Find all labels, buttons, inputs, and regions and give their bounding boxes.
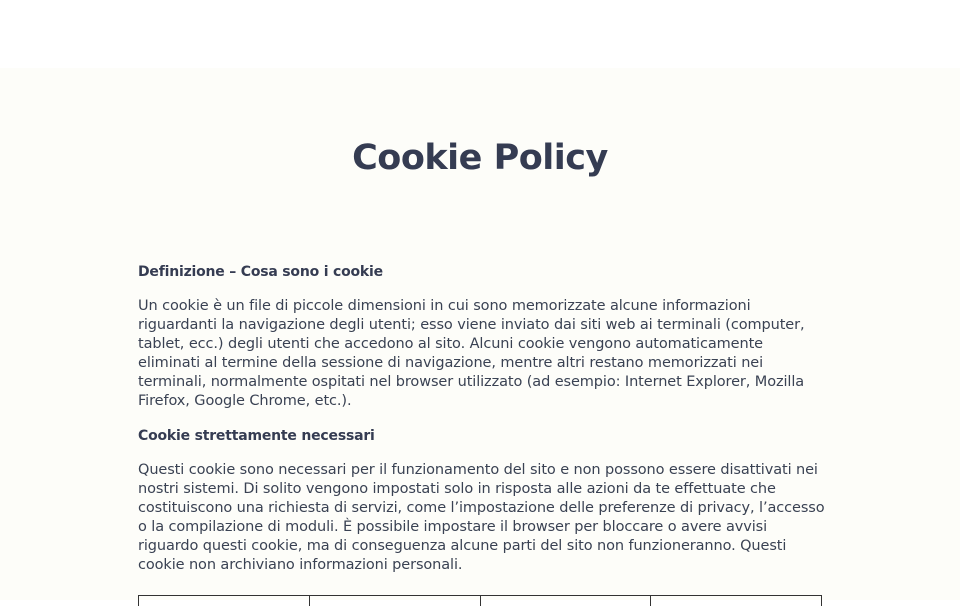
- section-heading: Definizione – Cosa sono i cookie: [138, 262, 826, 282]
- section-paragraph: Questi cookie sono necessari per il funzionamento del sito e non possono essere disattivati nei nostri sistemi. Di solito vengono impostati solo in risposta alle azioni da te effettuate che costituiscono una richiesta di servizi, come l’impostazione delle preferenze di privacy, l’accesso o la compilazione di moduli. È possibile impostare il browser per bloccare o avere avvisi riguardo questi cookie, ma di conseguenza alcune parti del sito non funzioneranno. Questi cookie non archiviano informazioni personali.: [138, 461, 826, 575]
- table-cell: [139, 596, 310, 606]
- page-title: Cookie Policy: [0, 136, 960, 180]
- table-row: [139, 596, 822, 606]
- section-heading: Cookie strettamente necessari: [138, 426, 826, 446]
- table-cell: [651, 596, 822, 606]
- cookie-table: [138, 595, 822, 606]
- top-header-bar: [0, 0, 960, 68]
- table-cell: [309, 596, 480, 606]
- section-necessary-cookies: [138, 426, 826, 575]
- section-definition: [138, 262, 826, 411]
- table-cell: [480, 596, 651, 606]
- section-paragraph: Un cookie è un file di piccole dimensioni in cui sono memorizzate alcune informazioni riguardanti la navigazione degli utenti; esso viene inviato dai siti web ai terminali (computer, tablet, ecc.) degli utenti che accedono al sito. Alcuni cookie vengono automaticamente eliminati al termine della sessione di navigazione, mentre altri restano memorizzati nei terminali, normalmente ospitati nel browser utilizzato (ad esempio: Internet Explorer, Mozilla Firefox, Google Chrome, etc.).: [138, 297, 826, 411]
- policy-content: [138, 262, 826, 590]
